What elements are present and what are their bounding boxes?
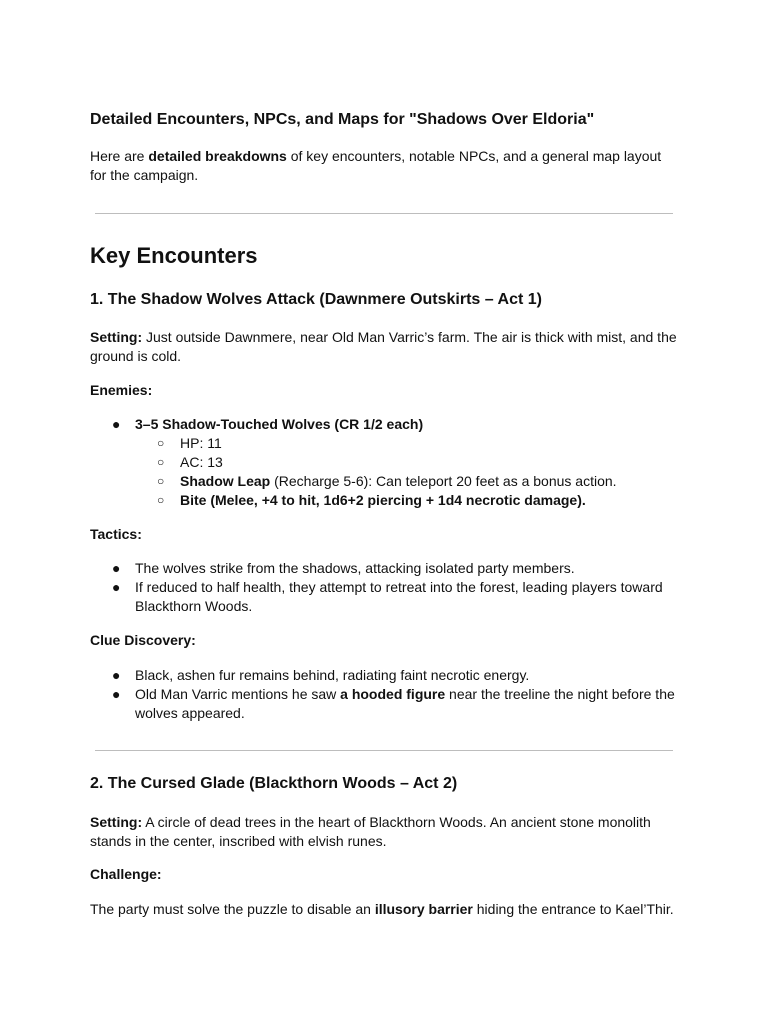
setting-text: Just outside Dawnmere, near Old Man Varric’s farm. The air is thick with mist, and the ground is cold. bbox=[90, 329, 677, 364]
clue-text-end: near the treeline the night before the wolves appeared. bbox=[135, 686, 675, 721]
clue-text bbox=[135, 685, 680, 723]
intro-text-rest: of key encounters, notable NPCs, and a general map layout for the campaign. bbox=[90, 148, 662, 183]
tactic-text: The wolves strike from the shadows, attacking isolated party members. bbox=[135, 560, 575, 576]
stat-shadow-leap bbox=[180, 472, 680, 491]
bullet-icon: ● bbox=[112, 579, 121, 595]
enemies-label: Enemies: bbox=[90, 382, 153, 398]
encounter-1-heading: 1. The Shadow Wolves Attack (Dawnmere Outskirts – Act 1) bbox=[90, 291, 542, 308]
setting-text: A circle of dead trees in the heart of Blackthorn Woods. An ancient stone monolith stands in the center, inscribed with elvish runes. bbox=[90, 814, 651, 849]
tactic-text: If reduced to half health, they attempt to retreat into the forest, leading players toward Blackthorn Woods. bbox=[135, 579, 663, 614]
shadow-leap-text: (Recharge 5-6): Can teleport 20 feet as a bonus action. bbox=[270, 473, 617, 489]
setting-label: Setting: bbox=[90, 814, 143, 830]
tactics-label: Tactics: bbox=[90, 526, 142, 542]
encounter-2-heading: 2. The Cursed Glade (Blackthorn Woods – Act 2) bbox=[90, 775, 458, 792]
bullet-icon: ● bbox=[112, 667, 121, 683]
intro-text: Here are bbox=[90, 148, 149, 164]
divider bbox=[95, 750, 673, 751]
encounter-2-setting bbox=[90, 813, 680, 851]
clue-text: Black, ashen fur remains behind, radiating faint necrotic energy. bbox=[135, 667, 530, 683]
challenge-bold: illusory barrier bbox=[374, 901, 473, 917]
clue-bold: a hooded figure bbox=[340, 686, 446, 702]
intro-paragraph bbox=[90, 147, 680, 185]
bullet-icon: ● bbox=[112, 560, 121, 576]
setting-label: Setting: bbox=[90, 329, 143, 345]
challenge-text-end: hiding the entrance to Kael’Thir. bbox=[472, 901, 674, 917]
bullet-icon: ● bbox=[112, 686, 121, 702]
enemy-name: 3–5 Shadow-Touched Wolves (CR 1/2 each) bbox=[135, 416, 424, 432]
section-heading: Key Encounters bbox=[90, 243, 258, 268]
bullet-icon: ● bbox=[112, 416, 121, 432]
document-title: Detailed Encounters, NPCs, and Maps for "Shadows Over Eldoria" bbox=[90, 111, 595, 128]
challenge-paragraph bbox=[90, 900, 680, 919]
circle-bullet-icon: ○ bbox=[157, 474, 165, 488]
stat-bite: Bite (Melee, +4 to hit, 1d6+2 piercing + 1d4 necrotic damage). bbox=[180, 492, 586, 508]
divider bbox=[95, 213, 673, 214]
clue-text-start: Old Man Varric mentions he saw bbox=[135, 686, 341, 702]
challenge-label: Challenge: bbox=[90, 866, 162, 882]
challenge-text: The party must solve the puzzle to disable an bbox=[90, 901, 375, 917]
shadow-leap-label: Shadow Leap bbox=[180, 473, 271, 489]
intro-bold: detailed breakdowns bbox=[148, 148, 287, 164]
encounter-1-setting bbox=[90, 328, 680, 366]
clue-label: Clue Discovery: bbox=[90, 632, 196, 648]
stat-hp: HP: 11 bbox=[180, 435, 222, 451]
circle-bullet-icon: ○ bbox=[157, 493, 165, 507]
circle-bullet-icon: ○ bbox=[157, 436, 165, 450]
circle-bullet-icon: ○ bbox=[157, 455, 165, 469]
stat-ac: AC: 13 bbox=[180, 454, 223, 470]
